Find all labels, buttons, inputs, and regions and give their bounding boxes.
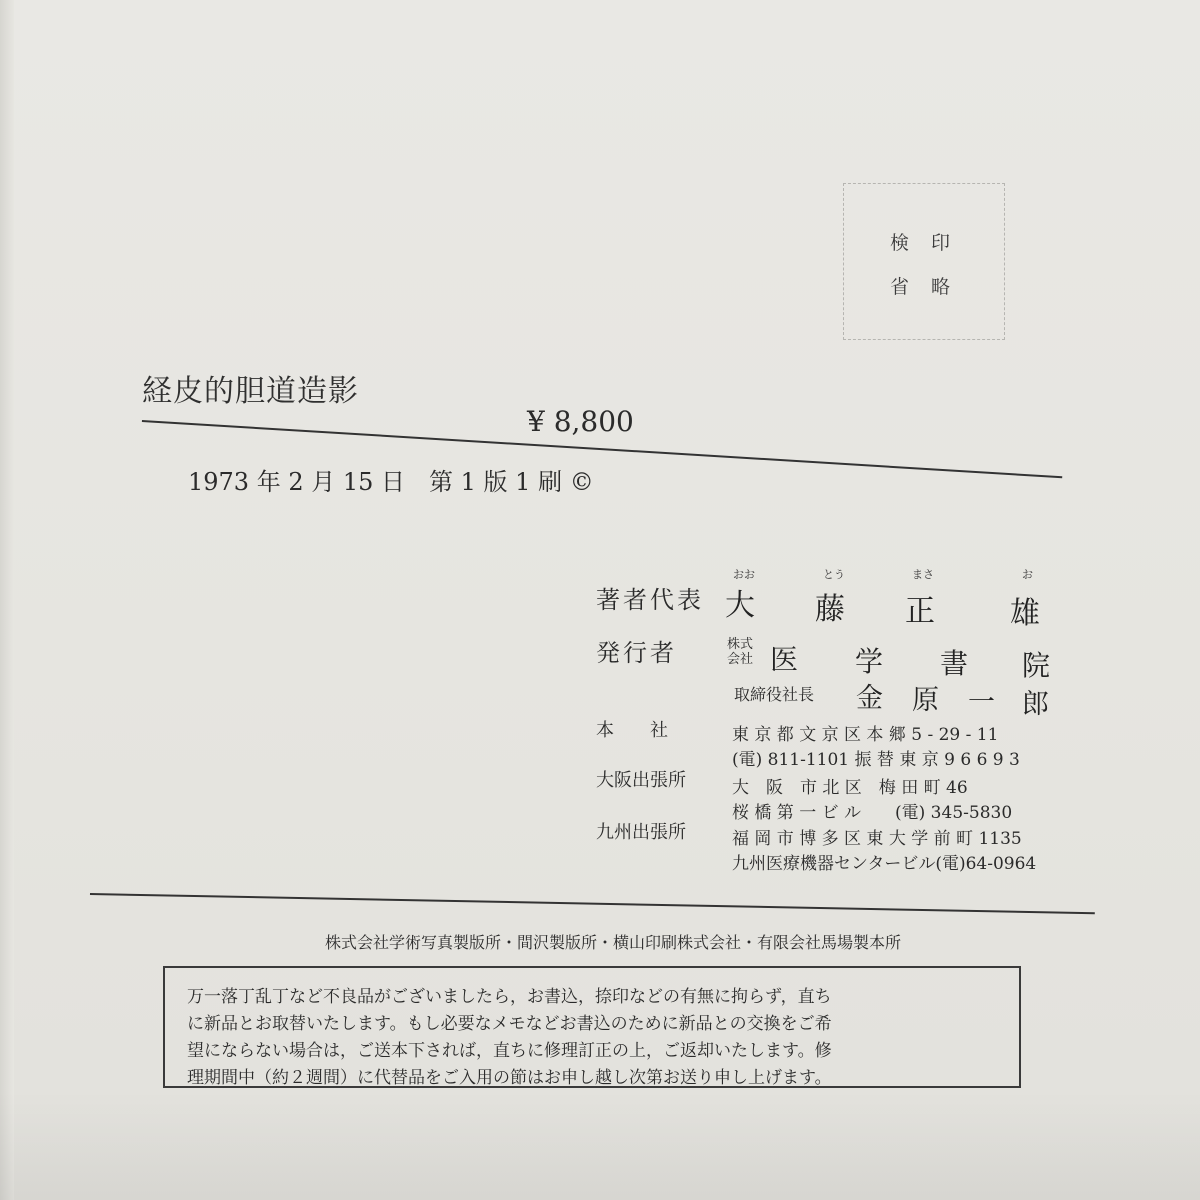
notice-line-3: 望にならない場合は，ご送本下されば，直ちに修理訂正の上，ご返却いたします。修 — [187, 1041, 832, 1061]
author-ruby-1: おお — [733, 568, 755, 581]
book-title: 経皮的胆道造影 — [142, 374, 359, 409]
seal-line-1: 検印 — [890, 232, 973, 254]
author-name-char-4: 雄 — [1010, 596, 1040, 631]
printers-line: 株式会社学術写真製版所・間沢製版所・横山印刷株式会社・有限会社馬場製本所 — [325, 933, 902, 952]
author-label: 著者代表 — [596, 586, 704, 614]
replacement-notice — [163, 966, 1021, 1088]
president-title: 取締役社長 — [734, 685, 815, 704]
edition-line: 1973 年 2 月 15 日 第 1 版 1 刷 © — [188, 468, 594, 496]
book-price: ¥ 8,800 — [527, 405, 634, 438]
office-kyushu-line-2: 九州医療機器センタービル(電)64-0964 — [732, 854, 1037, 874]
kabushiki-line-2: 会社 — [727, 652, 754, 667]
author-name-char-2: 藤 — [815, 592, 845, 627]
publisher-name-char-3: 書 — [940, 647, 969, 680]
page-edge — [0, 0, 14, 1200]
seal-box — [843, 183, 1005, 340]
office-osaka-line-1: 大 阪 市 北 区 梅 田 町 46 — [732, 778, 968, 798]
office-kyushu-line-1: 福 岡 市 博 多 区 東 大 学 前 町 1135 — [732, 829, 1022, 849]
author-name-char-1: 大 — [725, 588, 755, 623]
president-name-char-2: 原 — [912, 685, 939, 716]
author-ruby-4: お — [1022, 568, 1033, 581]
office-label-osaka: 大阪出張所 — [596, 770, 686, 791]
publisher-name-char-2: 学 — [855, 645, 884, 678]
publisher-label: 発行者 — [596, 639, 677, 667]
author-ruby-3: まさ — [912, 568, 934, 581]
office-osaka-line-2: 桜 橋 第 一 ビ ル (電) 345-5830 — [732, 803, 1013, 823]
office-head-line-1: 東 京 都 文 京 区 本 郷 5 - 29 - 11 — [732, 725, 999, 745]
kabushiki-line-1: 株式 — [727, 637, 754, 652]
office-label-head: 本 社 — [596, 720, 668, 741]
notice-line-1: 万一落丁乱丁など不良品がございましたら，お書込，捺印などの有無に拘らず，直ち — [187, 987, 832, 1007]
bottom-shadow — [0, 1090, 1200, 1200]
publisher-name-char-4: 院 — [1022, 649, 1051, 682]
notice-line-2: に新品とお取替いたします。もし必要なメモなどお書込のために新品との交換をご希 — [187, 1014, 832, 1034]
president-name-char-1: 金 — [856, 683, 883, 714]
office-label-kyushu: 九州出張所 — [596, 822, 686, 843]
president-name-char-4: 郎 — [1022, 689, 1049, 720]
printers-rule — [90, 893, 1095, 914]
author-name-char-3: 正 — [905, 594, 935, 629]
office-head-line-2: (電) 811-1101 振 替 東 京 9 6 6 9 3 — [732, 750, 1020, 770]
seal-line-2: 省略 — [890, 276, 973, 298]
author-ruby-2: とう — [823, 568, 845, 581]
publisher-name-char-1: 医 — [770, 643, 799, 676]
president-name-char-3: 一 — [968, 687, 995, 718]
notice-line-4: 理期間中（約２週間）に代替品をご入用の節はお申し越し次第お送り申し上げます。 — [187, 1068, 832, 1088]
